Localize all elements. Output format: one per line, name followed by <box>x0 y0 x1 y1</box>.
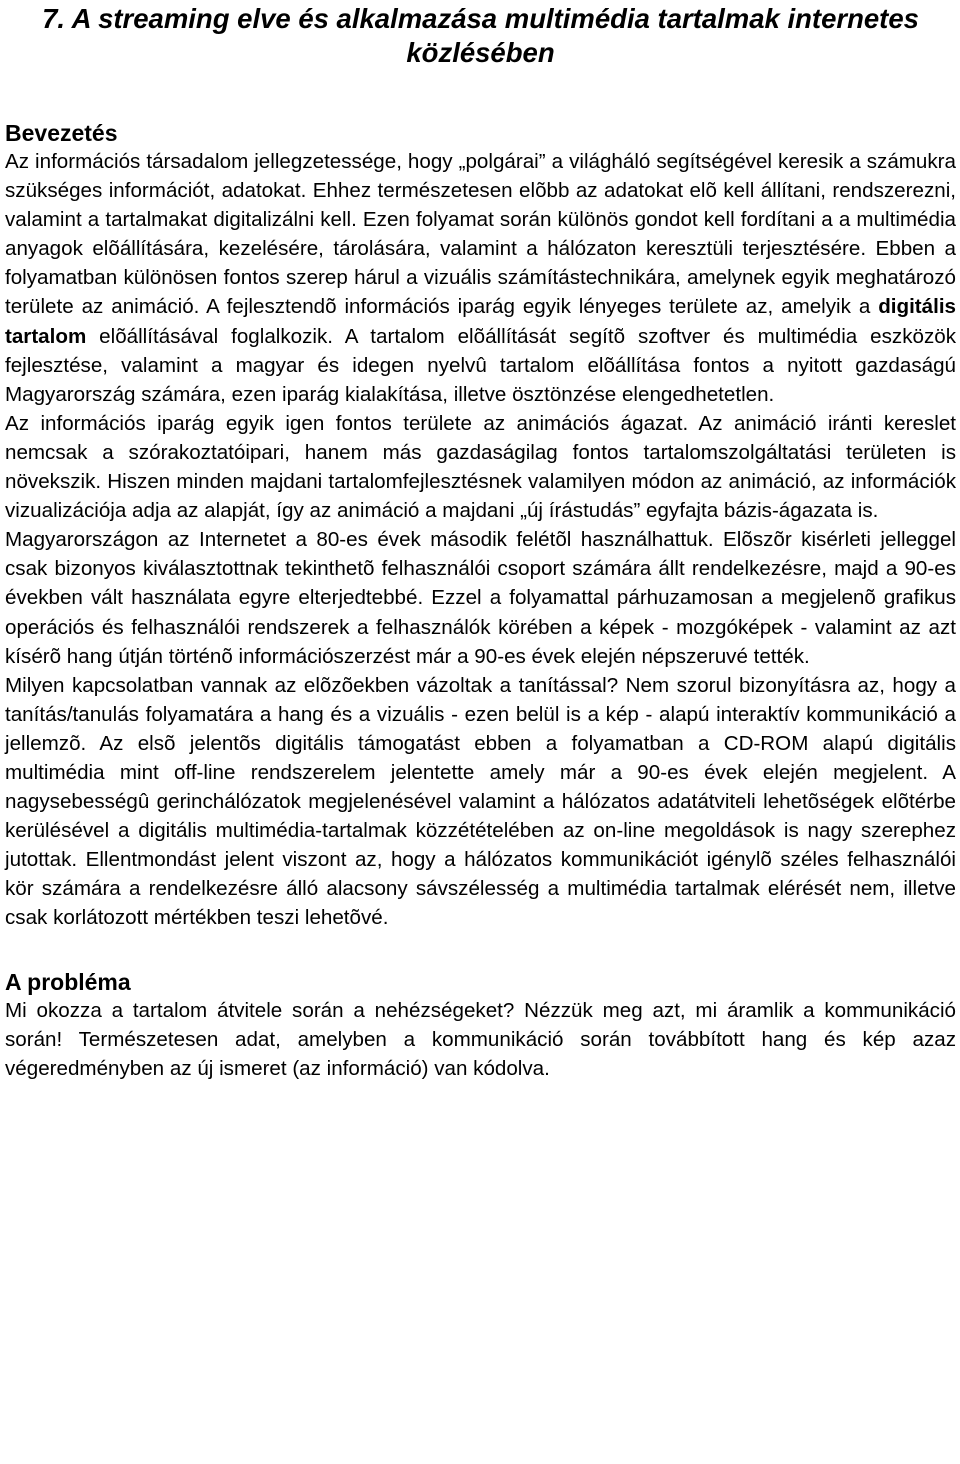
paragraph-5: Mi okozza a tartalom átvitele során a nehézségeket? Nézzük meg azt, mi áramlik a kommunikáció során! Természetesen adat, amelyben a kommunikáció során továbbított hang és kép azaz végeredményben az új ismeret (az információ) van kódolva. <box>5 998 956 1080</box>
paragraph-1-text-after: elõállításával foglalkozik. A tartalom elõállítását segítõ szoftver és multimédia eszközök fejlesztése, valamint a magyar és idegen nyelvû tartalom elõállítása fontos a nyitott gazdaságú Magyarország számára, ezen iparág kialakítása, illetve ösztönzése elengedhetetlen. <box>5 324 956 406</box>
section-heading-introduction: Bevezetés <box>5 120 118 146</box>
paragraph-3: Magyarországon az Internetet a 80-es évek második felétõl használhattuk. Elõszõr kisérleti jelleggel csak bizonyos kiválasztottnak tekinthetõ felhasználói csoport számára állt rendelkezésre, majd a 90-es években vált használata egyre elterjedtebbé. Ezzel a folyamattal párhuzamosan a megjelenõ grafikus operációs és felhasználói rendszerek a felhasználók körében a képek - mozgóképek - valamint az azt kísérõ hang útján történõ információszerzést már a 90-es évek elején népszeruvé tették. <box>5 528 956 668</box>
paragraph-2: Az információs iparág egyik igen fontos területe az animációs ágazat. Az animáció iránti kereslet nemcsak a szórakoztatóipari, hanem más gazdaságilag fontos tartalomszolgáltatási területen is növekszik. Hiszen minden majdani tartalomfejlesztésnek valamilyen módon az animáció, az információk vizualizációja adja az alapját, így az animáció a majdani „új írástudás” egyfajta bázis-ágazata is. <box>5 411 956 523</box>
paragraph-4: Milyen kapcsolatban vannak az elõzõekben vázoltak a tanítással? Nem szorul bizonyításra az, hogy a tanítás/tanulás folyamatára a hang és a vizuális - ezen belül is a kép - alapú interaktív kommunikáció a jellemzõ. Az elsõ jelentõs digitális támogatást ebben a folyamatban a CD-ROM alapú digitális multimédia mint off-line rendszerelem jelentette amely már a 90-es évek elején megjelent. A nagysebességû gerinchálózatok megjelenésével valamint a hálózatos adatátviteli lehetõségek elõtérbe kerülésével a digitális multimédia-tartalmak közzétételében az on-line megoldások is nagy szerephez jutottak. Ellentmondást jelent viszont az, hogy a hálózatos kommunikációt igénylõ széles felhasználói kör számára a rendelkezésre álló alacsony sávszélesség a multimédia tartalmak elérését nem, illetve csak korlátozott mértékben teszi lehetõvé. <box>5 673 956 930</box>
paragraph-1-text-before: Az információs társadalom jellegzetessége, hogy „polgárai” a világháló segítségével keresik a számukra szükséges információt, adatokat. Ehhez természetesen elõbb az adatokat elõ kell állítani, rendszerezni, valamint a tartalmakat digitalizálni kell. Ezen folyamat során különös gondot kell fordítani a a multimédia anyagok elõállítására, kezelésére, tárolására, valamint a hálózaton keresztüli terjesztésére. Ebben a folyamatban különösen fontos szerep hárul a vizuális számítástechnikára, amelynek egyik meghatározó területe az animáció. A fejlesztendõ információs iparág egyik lényeges területe az, amelyik a <box>5 150 956 319</box>
paragraph-1 <box>5 147 956 409</box>
paragraph-1-bold-term: digitális tartalom <box>5 295 956 348</box>
section-problem <box>5 968 956 1083</box>
chapter-title: 7. A streaming elve és alkalmazása multimédia tartalmak internetes közlésében <box>42 3 919 68</box>
section-introduction <box>5 119 956 933</box>
section-heading-problem: A probléma <box>5 968 131 995</box>
